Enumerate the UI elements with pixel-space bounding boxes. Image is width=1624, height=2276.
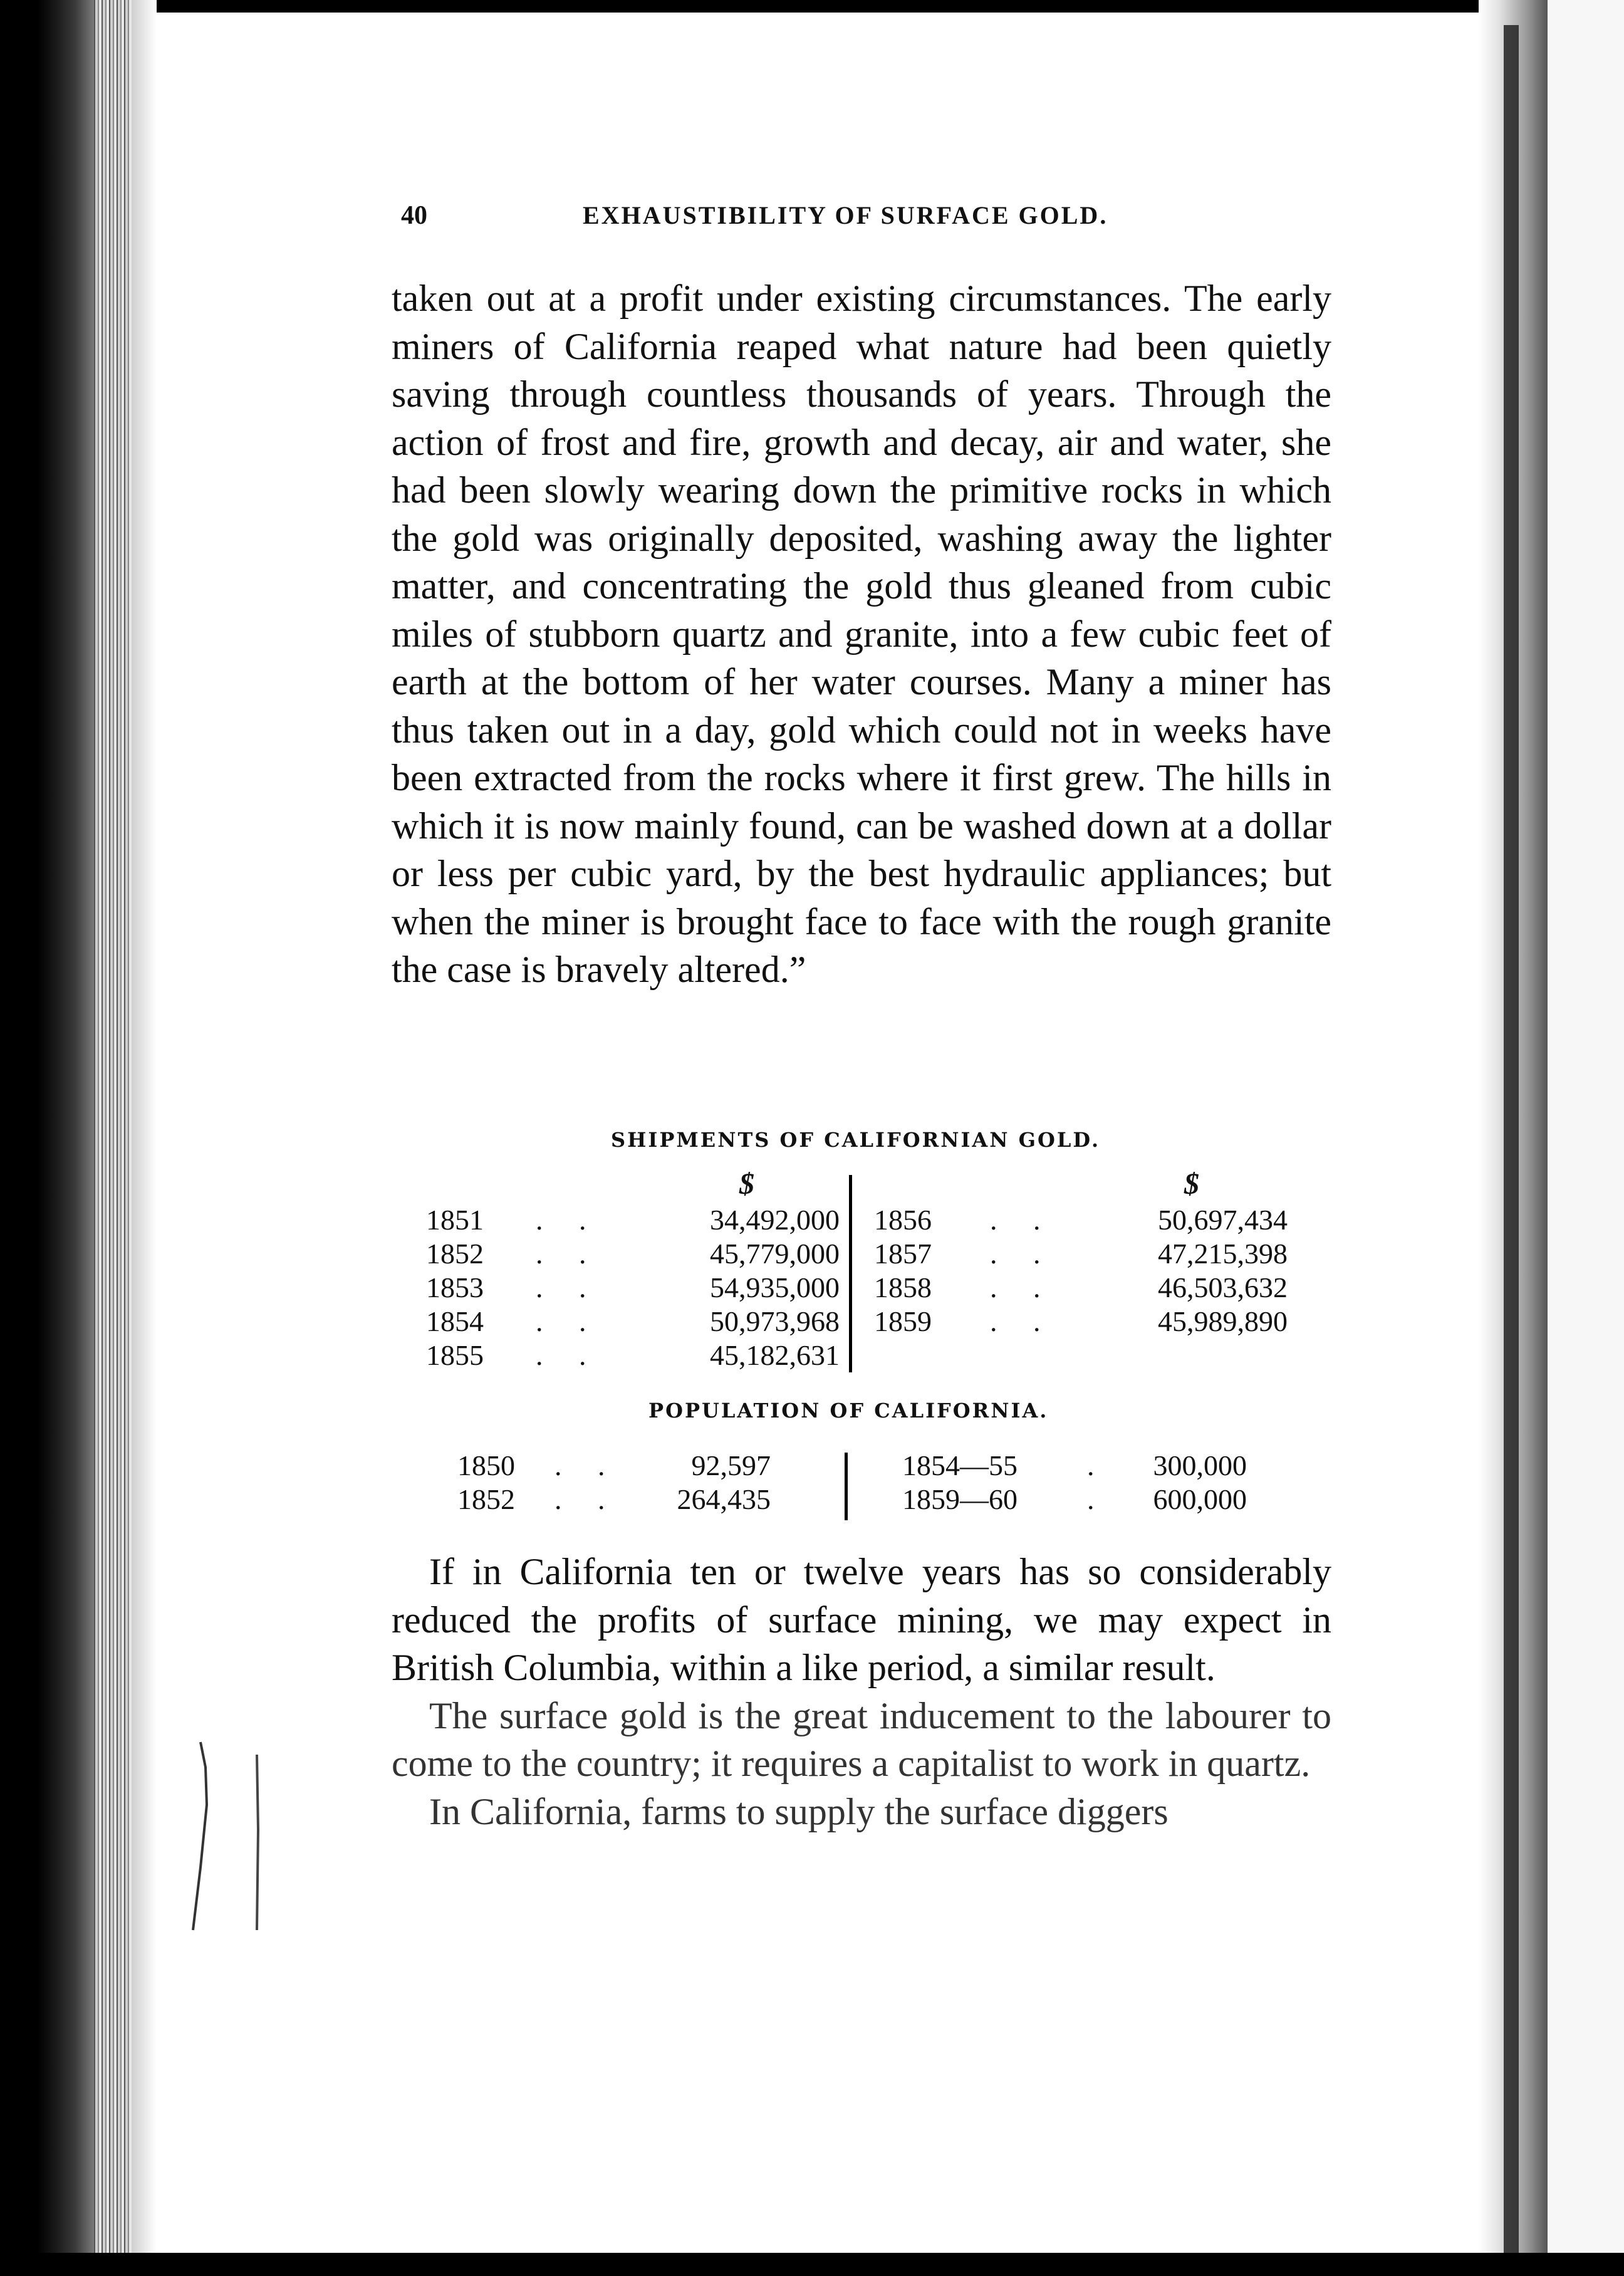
population-right-column [902,1449,1247,1516]
table-row [426,1237,840,1271]
table-row [457,1483,771,1516]
leader-dot: . [1087,1449,1095,1481]
shipment-amount: 34,492,000 [710,1204,840,1236]
shipment-amount: 45,182,631 [710,1339,840,1371]
running-head [401,201,1328,238]
shipment-amount: 50,973,968 [710,1305,840,1337]
table-row [874,1271,1288,1305]
dollar-sign-right: $ [1184,1167,1199,1201]
population-table-title: POPULATION OF CALIFORNIA. [648,1399,1049,1422]
shipment-amount: 46,503,632 [1158,1271,1288,1303]
population-divider [845,1453,848,1520]
leader-dots: . . [536,1339,586,1371]
shipment-year: 1854 [426,1305,484,1337]
running-title: EXHAUSTIBILITY OF SURFACE GOLD. [583,201,1108,229]
table-row [457,1449,771,1483]
page-left-shade [132,0,157,2276]
shipment-year: 1851 [426,1204,484,1236]
table-row [426,1203,840,1237]
book-page-edges [94,0,132,2276]
shipments-right-column [874,1203,1288,1339]
gutter-line [1504,25,1519,2256]
leader-dots: . . [536,1271,586,1303]
body-text-top [392,274,1331,994]
leader-dots: . . [990,1238,1041,1270]
leader-dots: . . [536,1238,586,1270]
table-row [902,1483,1247,1516]
table-row [874,1305,1288,1339]
table-row [874,1203,1288,1237]
shipment-amount: 50,697,434 [1158,1204,1288,1236]
population-year: 1859—60 [902,1483,1018,1515]
shipment-year: 1858 [874,1271,932,1303]
leader-dots: . . [554,1483,605,1515]
table-row [426,1271,840,1305]
population-count: 300,000 [1153,1449,1247,1481]
paragraph: In California, farms to supply the surface diggers [429,1790,1169,1832]
leader-dots: . . [990,1271,1041,1303]
shipment-amount: 54,935,000 [710,1271,840,1303]
page-number: 40 [401,201,427,230]
scan-top-border [0,0,1624,13]
scan-left-border [0,0,94,2276]
population-count: 264,435 [677,1483,771,1515]
population-year: 1852 [457,1483,515,1515]
body-text-bottom [392,1548,1331,1835]
facing-page-edge [1548,0,1624,2276]
shipment-amount: 47,215,398 [1158,1238,1288,1270]
table-row [426,1339,840,1372]
shipment-amount: 45,989,890 [1158,1305,1288,1337]
shipments-table-title: SHIPMENTS OF CALIFORNIAN GOLD. [611,1128,1101,1152]
paragraph-continued: taken out at a profit under existing circumstances. The early miners of California reaped what nature had been quietly saving through countless thousands of years. Through the action of frost and fire, growth and decay, air and water, she had been slowly wearing down the primitive rocks in which the gold was originally deposited, washing away the lighter matter, and concentrating the gold thus gleaned from cubic miles of stubborn quartz and granite, into a few cubic feet of earth at the bottom of her water courses. Many a miner has thus taken out in a day, gold which could not in weeks have been extracted from the rocks where it first grew. The hills in which it is now mainly found, can be washed down at a dollar or less per cubic yard, by the best hydraulic appliances; but when the miner is brought face to face with the rough granite the case is bravely altered.” [392,278,1331,990]
leader-dots: . . [536,1204,586,1236]
paragraph: If in California ten or twelve years has so considerably reduced the profits of surface mining, we may expect in British Columbia, within a like period, a similar result. [392,1551,1331,1688]
shipments-divider [849,1175,852,1372]
shipment-year: 1857 [874,1238,932,1270]
shipment-year: 1855 [426,1339,484,1371]
dollar-sign-left: $ [739,1167,754,1201]
table-row [874,1237,1288,1271]
shipment-year: 1853 [426,1271,484,1303]
population-year: 1854—55 [902,1449,1018,1481]
leader-dots: . . [554,1449,605,1481]
leader-dot: . [1087,1483,1095,1515]
leader-dots: . . [990,1204,1041,1236]
table-row [902,1449,1247,1483]
leader-dots: . . [990,1305,1041,1337]
population-count: 600,000 [1153,1483,1247,1515]
table-row [426,1305,840,1339]
leader-dots: . . [536,1305,586,1337]
population-year: 1850 [457,1449,515,1481]
pencil-margin-marks [182,1730,276,1943]
population-count: 92,597 [691,1449,771,1481]
shipment-year: 1859 [874,1305,932,1337]
shipment-year: 1856 [874,1204,932,1236]
shipment-amount: 45,779,000 [710,1238,840,1270]
scan-bottom-border [0,2253,1624,2276]
shipment-year: 1852 [426,1238,484,1270]
paragraph: The surface gold is the great inducement to the labourer to come to the country; it requires a capitalist to work in quartz. [392,1694,1331,1784]
shipments-left-column [426,1203,840,1372]
population-left-column [457,1449,771,1516]
